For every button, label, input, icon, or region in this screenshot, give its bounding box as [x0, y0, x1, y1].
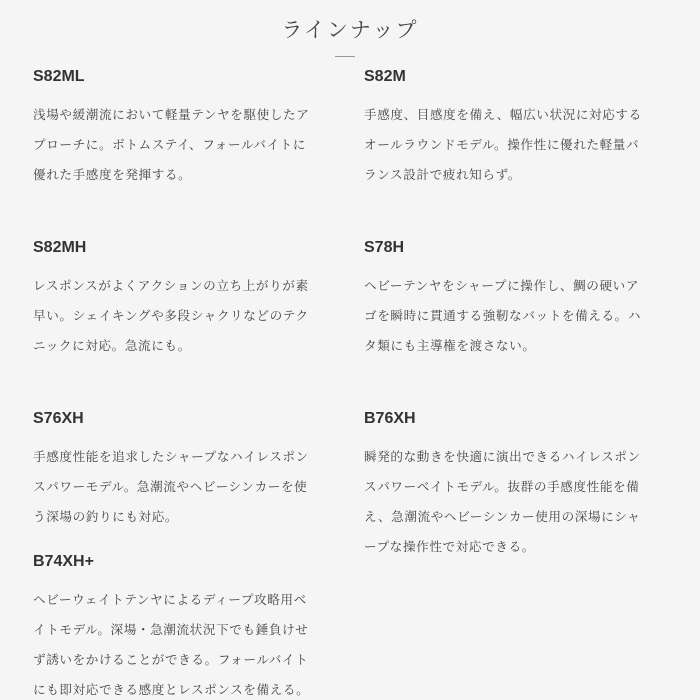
model-name: S82M: [364, 68, 406, 85]
title-divider: [335, 56, 355, 57]
model-name: S78H: [364, 239, 405, 256]
model-name: B74XH+: [33, 553, 94, 570]
model-description: 手感度性能を追求したシャープなハイレスポン スパワーモデル。急潮流やヘビーシンカーを使 う深場の釣りにも対応。: [33, 449, 309, 524]
model-s82ml: [33, 66, 339, 190]
model-description: 浅場や緩潮流において軽量テンヤを駆使したア プローチに。ボトムステイ、フォールバイトに 優れた手感度を発揮する。: [33, 107, 310, 182]
model-description: ヘビーテンヤをシャープに操作し、鯛の硬いア ゴを瞬時に貫通する強靭なバットを備える。ハ タ類にも主導権を渡さない。: [364, 278, 642, 353]
model-s76xh: [33, 408, 339, 532]
model-name: S82ML: [33, 68, 85, 85]
model-description: 手感度、目感度を備え、幅広い状況に対応する オールラウンドモデル。操作性に優れた軽量バ ランス設計で疲れ知らず。: [364, 107, 642, 182]
model-name: B76XH: [364, 410, 416, 427]
model-description: ヘビーウェイトテンヤによるディープ攻略用ベ イトモデル。深場・急潮流状況下でも錘負けせ ず誘いをかけることができる。フォールバイト にも即対応できる感度とレスポンスを備える。: [33, 592, 310, 697]
model-name: S76XH: [33, 410, 84, 427]
page-title: ラインナップ: [281, 18, 419, 42]
model-s82m: [364, 66, 670, 190]
model-description: 瞬発的な動きを快適に演出できるハイレスポン スパワーベイトモデル。抜群の手感度性能を備 え、急潮流やヘビーシンカー使用の深場にシャ ープな操作性で対応できる。: [364, 449, 641, 554]
model-b74xh-plus: [33, 551, 339, 700]
model-description: レスポンスがよくアクションの立ち上がりが素 早い。シェイキングや多段シャクリなどのテク ニックに対応。急流にも。: [33, 278, 309, 353]
model-s78h: [364, 237, 670, 361]
model-name: S82MH: [33, 239, 87, 256]
model-s82mh: [33, 237, 339, 361]
model-b76xh: [364, 408, 670, 562]
